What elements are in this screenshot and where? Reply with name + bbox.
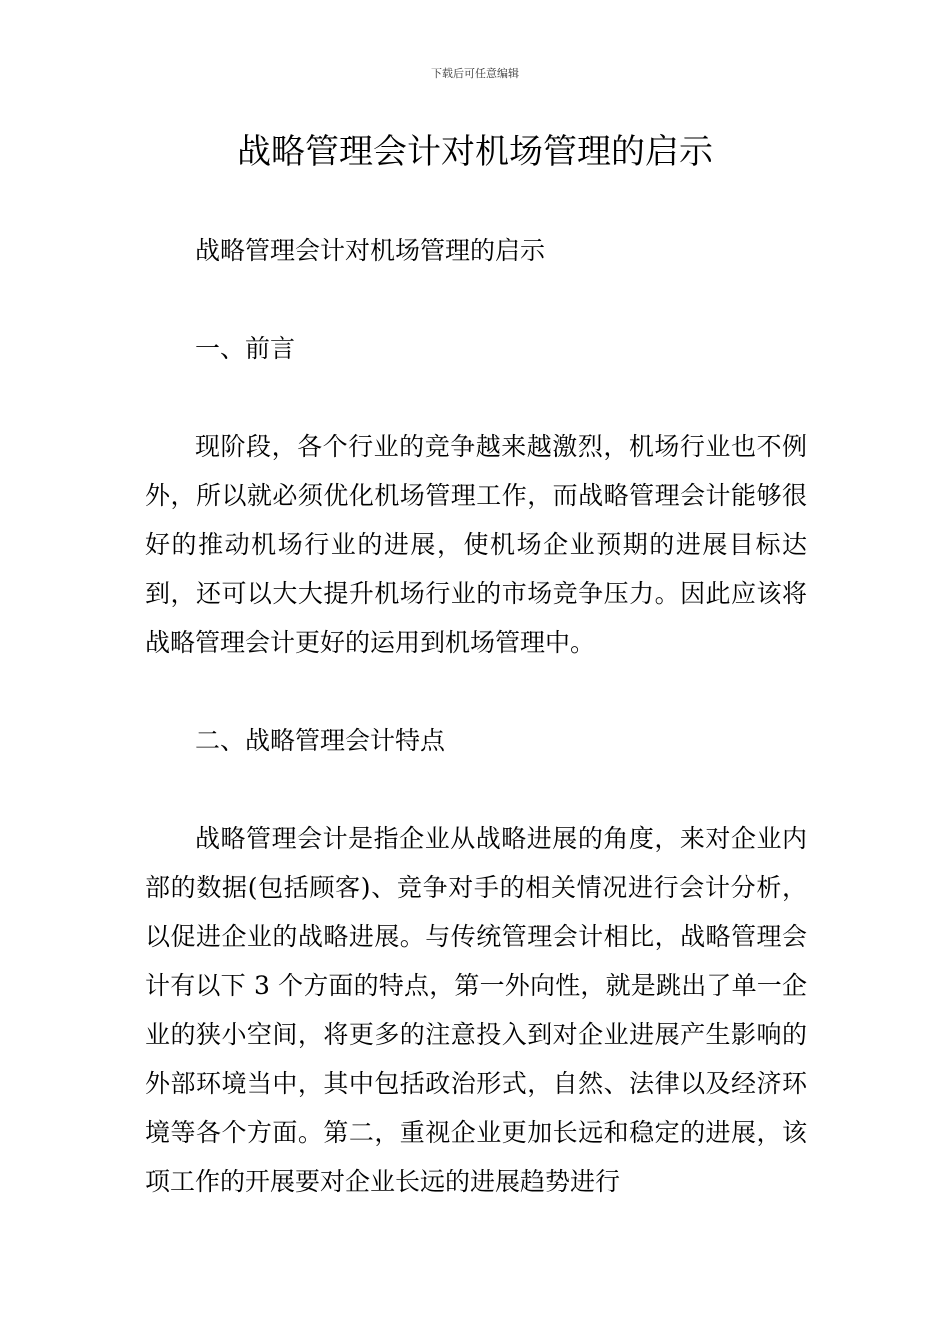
paragraph-spacer	[145, 667, 807, 716]
section-1-heading: 一、前言	[195, 334, 296, 363]
header-note: 下载后可任意编辑	[431, 67, 519, 80]
paragraph-spacer	[145, 765, 807, 814]
document-body	[145, 226, 807, 1206]
document-subtitle: 战略管理会计对机场管理的启示	[195, 236, 546, 265]
paragraph-spacer	[145, 373, 807, 422]
section-2-body: 战略管理会计是指企业从战略进展的角度，来对企业内部的数据(包括顾客)、竞争对手的相关情况进行会计分析，以促进企业的战略进展。与传统管理会计相比，战略管理会计有以下 3 个方面的特点，第一外向性，就是跳出了单一企业的狭小空间，将更多的注意投入到对企业进展产生影响的外部环境当中，其中包括政治形式，自然、法律以及经济环境等各个方面。第二，重视企业更加长远和稳定的进展，该项工作的开展要对企业长远的进展趋势进行	[145, 824, 807, 1196]
section-1-body: 现阶段，各个行业的竞争越来越激烈，机场行业也不例外，所以就必须优化机场管理工作，而战略管理会计能够很好的推动机场行业的进展，使机场企业预期的进展目标达到，还可以大大提升机场行业的市场竞争压力。因此应该将战略管理会计更好的运用到机场管理中。	[145, 432, 807, 657]
document-title: 战略管理会计对机场管理的启示	[237, 132, 713, 172]
paragraph-spacer	[145, 275, 807, 324]
section-2-heading: 二、战略管理会计特点	[195, 726, 446, 755]
